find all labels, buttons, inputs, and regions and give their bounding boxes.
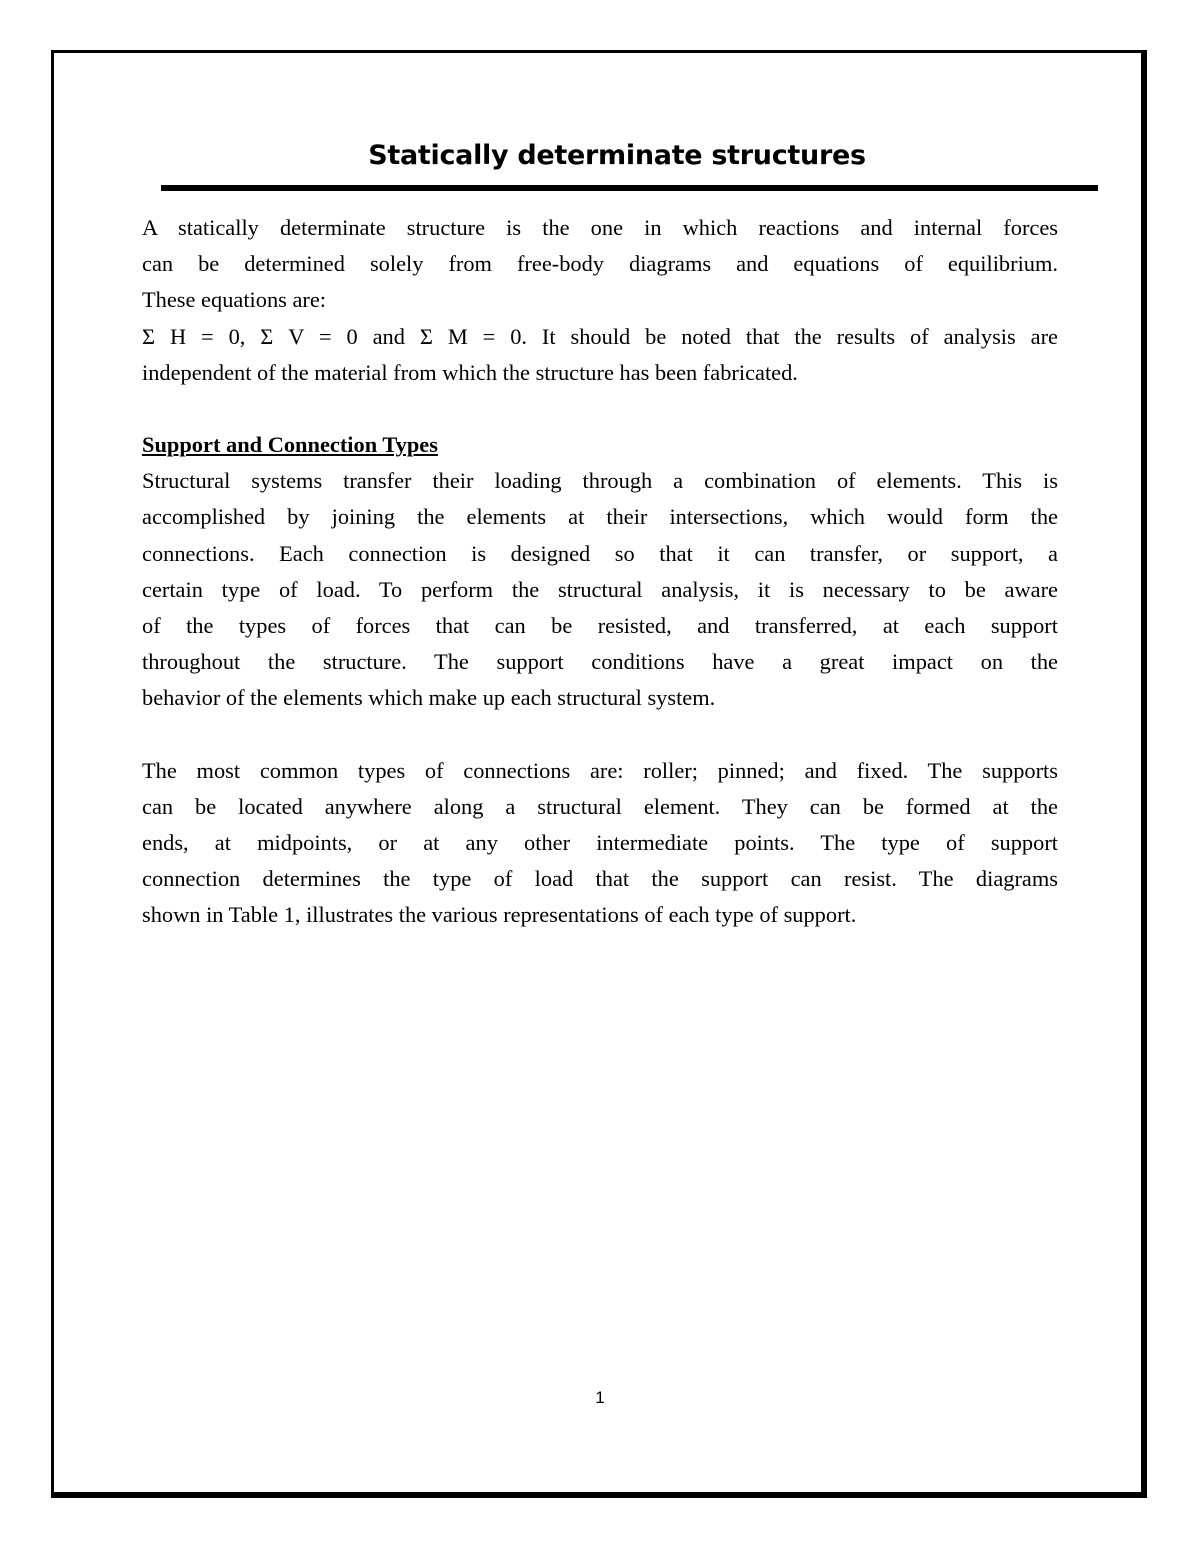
connection-types-paragraph: [142, 753, 1058, 934]
text-line: The most common types of connections are: roller; pinned; and fixed. The supports: [142, 757, 1058, 783]
title-underline: [161, 185, 1098, 191]
text-line: behavior of the elements which make up each structural system.: [142, 685, 716, 711]
intro-paragraph: [142, 210, 1058, 391]
text-line: connections. Each connection is designed so that it can transfer, or support, a: [142, 540, 1058, 566]
text-line: certain type of load. To perform the structural analysis, it is necessary to be aware: [142, 576, 1058, 602]
text-line: ends, at midpoints, or at any other intermediate points. The type of support: [142, 830, 1058, 856]
text-line: A statically determinate structure is the one in which reactions and internal forces: [142, 215, 1058, 240]
text-line: These equations are:: [142, 287, 327, 313]
text-line: of the types of forces that can be resisted, and transferred, at each support: [142, 613, 1058, 639]
page-number: 1: [595, 1388, 605, 1407]
document-body: [142, 210, 1058, 934]
text-line: independent of the material from which the structure has been fabricated.: [142, 359, 798, 385]
text-line: accomplished by joining the elements at their intersections, which would form the: [142, 504, 1058, 530]
text-line: throughout the structure. The support conditions have a great impact on the: [142, 649, 1058, 675]
paragraph-gap: [142, 717, 1058, 753]
text-line: can be determined solely from free-body diagrams and equations of equilibrium.: [142, 251, 1058, 277]
text-line: Structural systems transfer their loading through a combination of elements. This is: [142, 468, 1058, 494]
text-line: shown in Table 1, illustrates the various representations of each type of support.: [142, 902, 857, 928]
section-heading: Support and Connection Types: [142, 432, 438, 458]
text-line: can be located anywhere along a structural element. They can be formed at the: [142, 793, 1058, 819]
text-line: connection determines the type of load that the support can resist. The diagrams: [142, 866, 1058, 892]
page-title: Statically determinate structures: [368, 140, 866, 171]
support-paragraph: [142, 463, 1058, 716]
paragraph-gap: [142, 391, 1058, 427]
equilibrium-equations-line: Σ H = 0, Σ V = 0 and Σ M = 0. It should be noted that the results of analysis are: [142, 323, 1058, 349]
